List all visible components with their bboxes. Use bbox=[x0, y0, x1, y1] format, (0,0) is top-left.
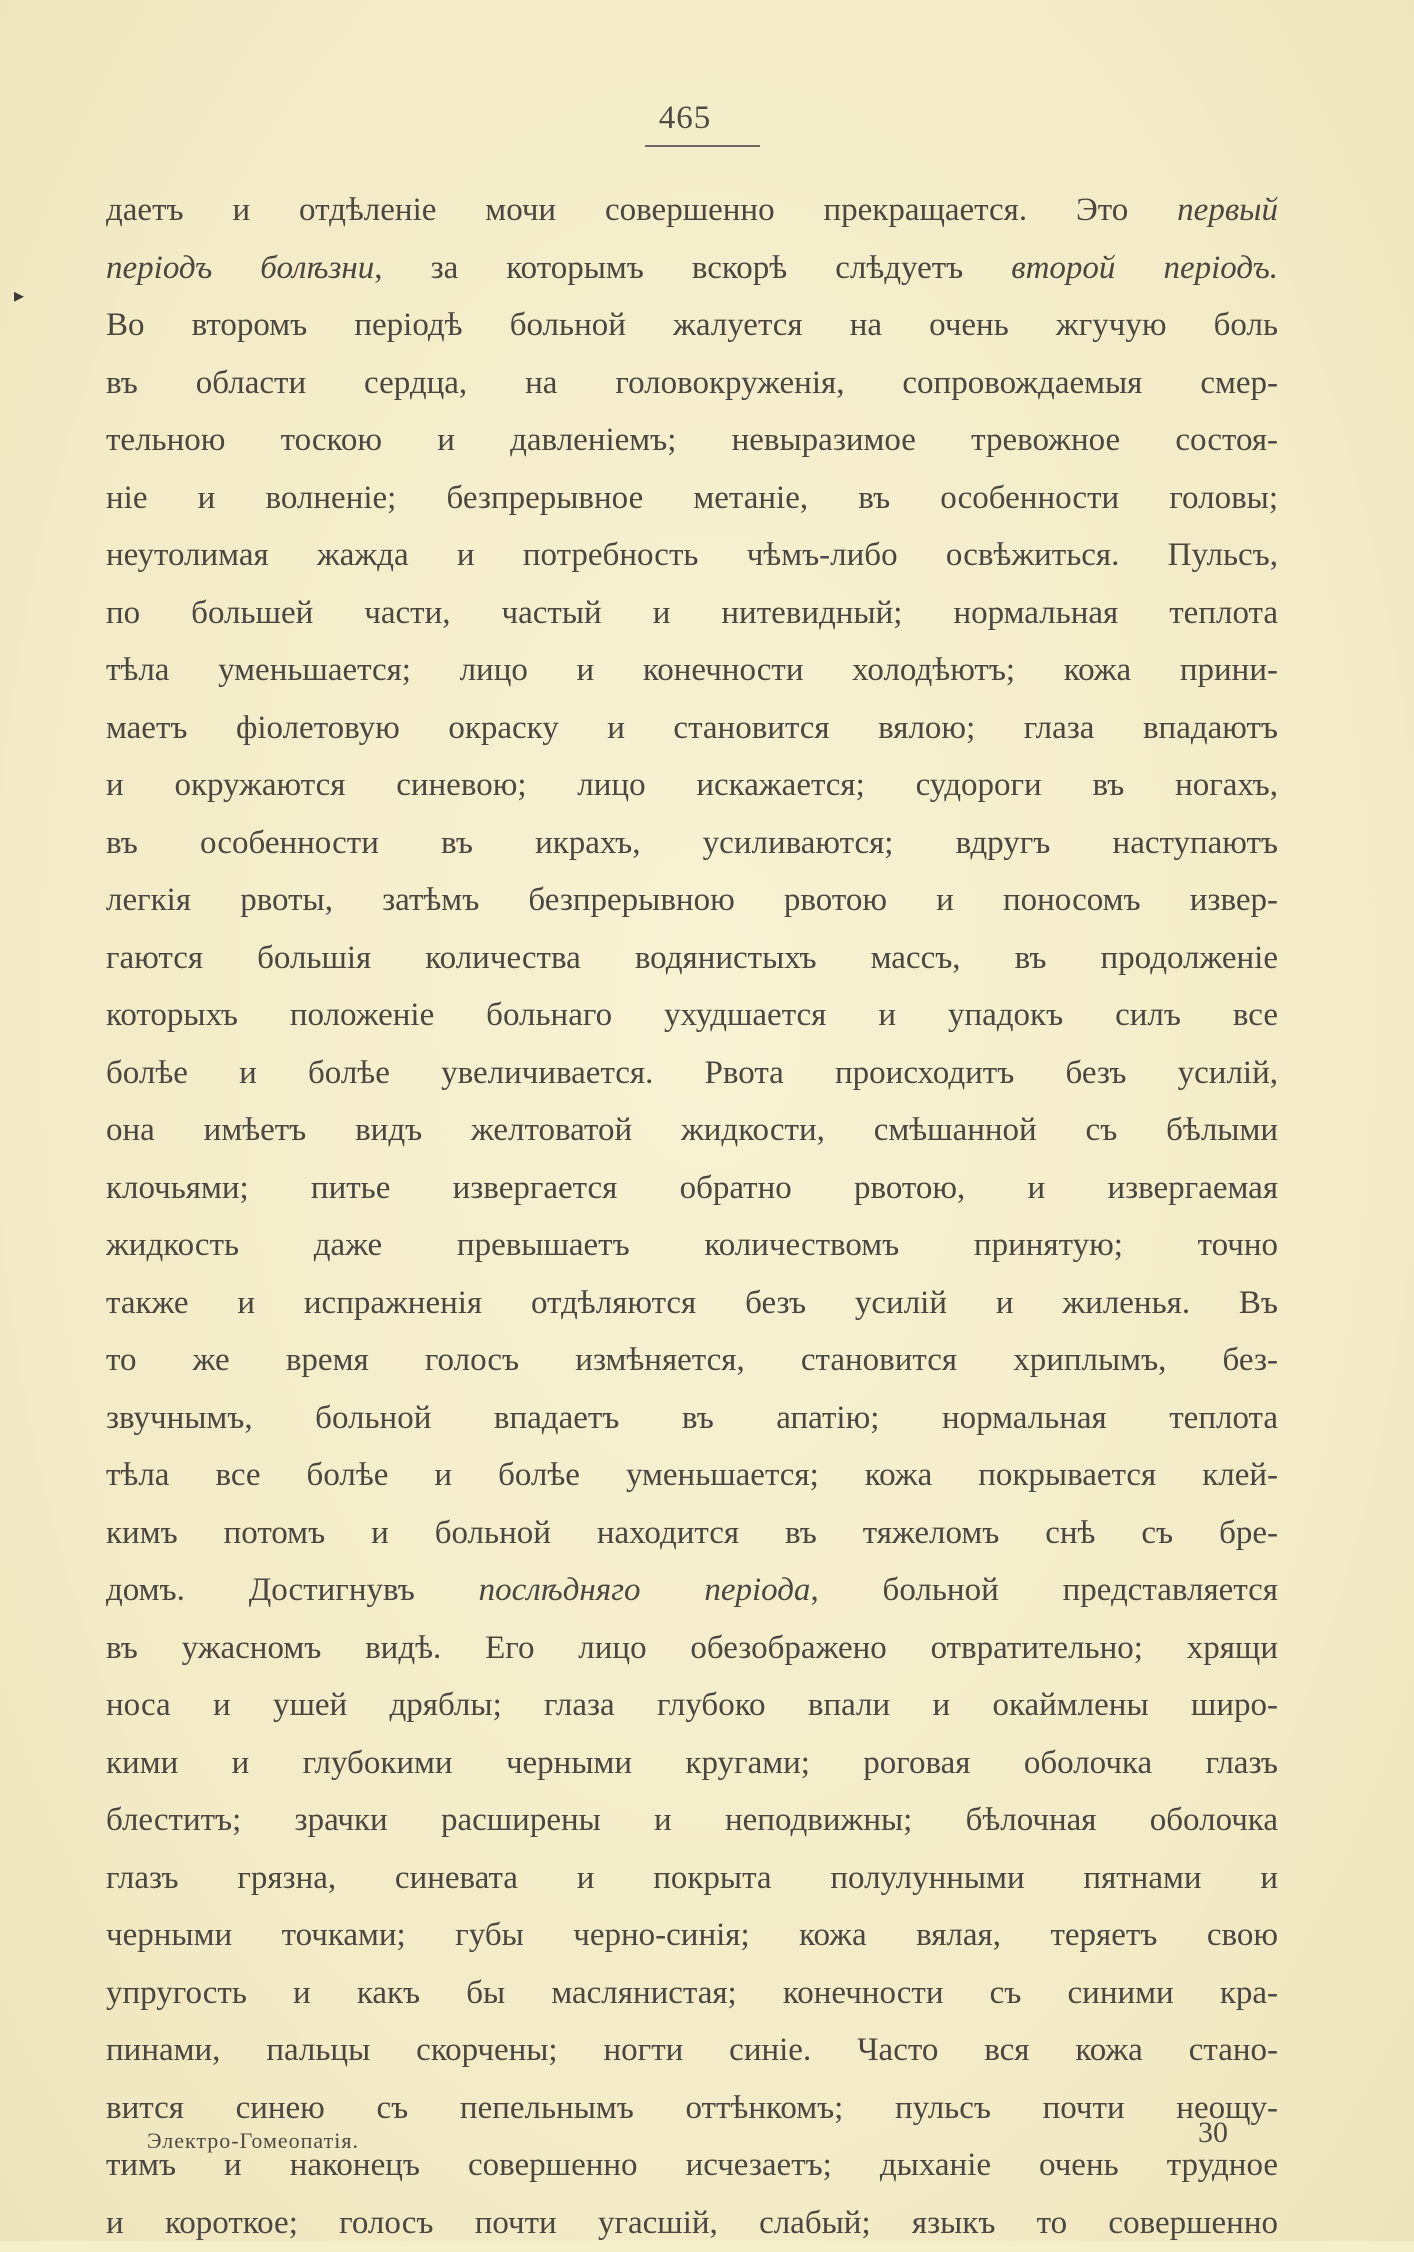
italic-phrase: послѣдняго періода bbox=[479, 1572, 811, 1608]
text-line bbox=[106, 700, 1278, 758]
text-line bbox=[106, 1160, 1278, 1218]
text-line bbox=[106, 527, 1278, 585]
text-run: по большей части, частый и нитевидный; нормальная теплота bbox=[106, 595, 1278, 631]
text-run: тѣла все болѣе и болѣе уменьшается; кожа покрывается клей- bbox=[106, 1457, 1278, 1493]
text-line bbox=[106, 1735, 1278, 1793]
text-run: упругость и какъ бы маслянистая; конечности съ синими кра- bbox=[106, 1975, 1278, 2011]
text-line bbox=[106, 930, 1278, 988]
text-run: тельною тоскою и давленіемъ; невыразимое тревожное состоя- bbox=[106, 422, 1278, 458]
text-run: , за которымъ вскорѣ слѣдуетъ bbox=[374, 250, 1011, 286]
text-run: легкія рвоты, затѣмъ безпрерывною рвотою и поносомъ извер- bbox=[106, 882, 1278, 918]
text-run: ніе и волненіе; безпрерывное метаніе, въ особенности головы; bbox=[106, 480, 1278, 516]
text-run: даетъ и отдѣленіе мочи совершенно прекращается. Это bbox=[106, 192, 1177, 228]
text-run: въ ужасномъ видѣ. Его лицо обезображено отвратительно; хрящи bbox=[106, 1630, 1278, 1666]
text-run: неутолимая жажда и потребность чѣмъ-либо освѣжиться. Пульсъ, bbox=[106, 537, 1278, 573]
text-line bbox=[106, 2195, 1278, 2252]
text-run: въ области сердца, на головокруженія, сопровождаемыя смер- bbox=[106, 365, 1278, 401]
text-line bbox=[106, 1620, 1278, 1678]
text-run: блеститъ; зрачки расширены и неподвижны; бѣлочная оболочка bbox=[106, 1802, 1278, 1838]
text-line bbox=[106, 815, 1278, 873]
text-line bbox=[106, 1850, 1278, 1908]
italic-phrase: первый bbox=[1177, 192, 1278, 228]
text-run: въ особенности въ икрахъ, усиливаются; вдругъ наступаютъ bbox=[106, 825, 1278, 861]
text-run: тѣла уменьшается; лицо и конечности холодѣютъ; кожа прини- bbox=[106, 652, 1278, 688]
text-line bbox=[106, 1447, 1278, 1505]
text-line bbox=[106, 1045, 1278, 1103]
text-run: домъ. Достигнувъ bbox=[106, 1572, 479, 1608]
text-run: черными точками; губы черно-синія; кожа вялая, теряетъ свою bbox=[106, 1917, 1278, 1953]
text-run: также и испражненія отдѣляются безъ усилій и жиленья. Въ bbox=[106, 1285, 1278, 1321]
text-run: кимъ потомъ и больной находится въ тяжеломъ снѣ съ бре- bbox=[106, 1515, 1278, 1551]
text-run: и короткое; голосъ почти угасшій, слабый; языкъ то совершенно bbox=[106, 2205, 1278, 2241]
text-line bbox=[106, 1562, 1278, 1620]
text-line bbox=[106, 182, 1278, 240]
text-line bbox=[106, 1677, 1278, 1735]
text-run: жидкость даже превышаетъ количествомъ принятую; точно bbox=[106, 1227, 1278, 1263]
text-run: , больной представляется bbox=[810, 1572, 1278, 1608]
text-line bbox=[106, 642, 1278, 700]
text-run: и окружаются синевою; лицо искажается; судороги въ ногахъ, bbox=[106, 767, 1278, 803]
page-number-rule bbox=[645, 145, 760, 147]
text-line bbox=[106, 2022, 1278, 2080]
text-run: клочьями; питье извергается обратно рвотою, и извергаемая bbox=[106, 1170, 1278, 1206]
page-number: 465 bbox=[0, 100, 1370, 137]
text-run: маетъ фіолетовую окраску и становится вялою; глаза впадаютъ bbox=[106, 710, 1278, 746]
text-line bbox=[106, 1965, 1278, 2023]
text-run: глазъ грязна, синевата и покрыта полулунными пятнами и bbox=[106, 1860, 1278, 1896]
text-line bbox=[106, 987, 1278, 1045]
text-line bbox=[106, 297, 1278, 355]
text-run: то же время голосъ измѣняется, становится хриплымъ, без- bbox=[106, 1342, 1278, 1378]
text-line bbox=[106, 1907, 1278, 1965]
text-run: пинами, пальцы скорчены; ногти синіе. Часто вся кожа стано- bbox=[106, 2032, 1278, 2068]
italic-phrase: періодъ болѣзни bbox=[106, 250, 374, 286]
text-line bbox=[106, 757, 1278, 815]
text-line bbox=[106, 872, 1278, 930]
text-line bbox=[106, 1102, 1278, 1160]
text-run: болѣе и болѣе увеличивается. Рвота происходитъ безъ усилій, bbox=[106, 1055, 1278, 1091]
text-line bbox=[106, 585, 1278, 643]
text-run: звучнымъ, больной впадаетъ въ апатію; нормальная теплота bbox=[106, 1400, 1278, 1436]
footer-book-title: Электро-Гомеопатія. bbox=[147, 2128, 359, 2154]
text-run: Во второмъ періодѣ больной жалуется на очень жгучую боль bbox=[106, 307, 1278, 343]
text-line bbox=[106, 1792, 1278, 1850]
margin-mark: ▸ bbox=[14, 283, 24, 308]
italic-phrase: второй періодъ. bbox=[1011, 250, 1278, 286]
text-line bbox=[106, 1390, 1278, 1448]
text-run: кими и глубокими черными кругами; роговая оболочка глазъ bbox=[106, 1745, 1278, 1781]
text-run: она имѣетъ видъ желтоватой жидкости, смѣшанной съ бѣлыми bbox=[106, 1112, 1278, 1148]
text-line bbox=[106, 240, 1278, 298]
text-line bbox=[106, 412, 1278, 470]
text-line bbox=[106, 355, 1278, 413]
text-line bbox=[106, 1275, 1278, 1333]
text-run: носа и ушей дряблы; глаза глубоко впали и окаймлены широ- bbox=[106, 1687, 1278, 1723]
signature-mark: 30 bbox=[1198, 2116, 1228, 2150]
text-line bbox=[106, 470, 1278, 528]
text-run: тимъ и наконецъ совершенно исчезаетъ; дыханіе очень трудное bbox=[106, 2147, 1278, 2183]
text-line bbox=[106, 1217, 1278, 1275]
text-run: которыхъ положеніе больнаго ухудшается и упадокъ силъ все bbox=[106, 997, 1278, 1033]
text-line bbox=[106, 1505, 1278, 1563]
body-text bbox=[106, 182, 1278, 2252]
text-run: вится синею съ пепельнымъ оттѣнкомъ; пульсъ почти неощу- bbox=[106, 2090, 1278, 2126]
text-run: гаются большія количества водянистыхъ массъ, въ продолженіе bbox=[106, 940, 1278, 976]
text-line bbox=[106, 1332, 1278, 1390]
